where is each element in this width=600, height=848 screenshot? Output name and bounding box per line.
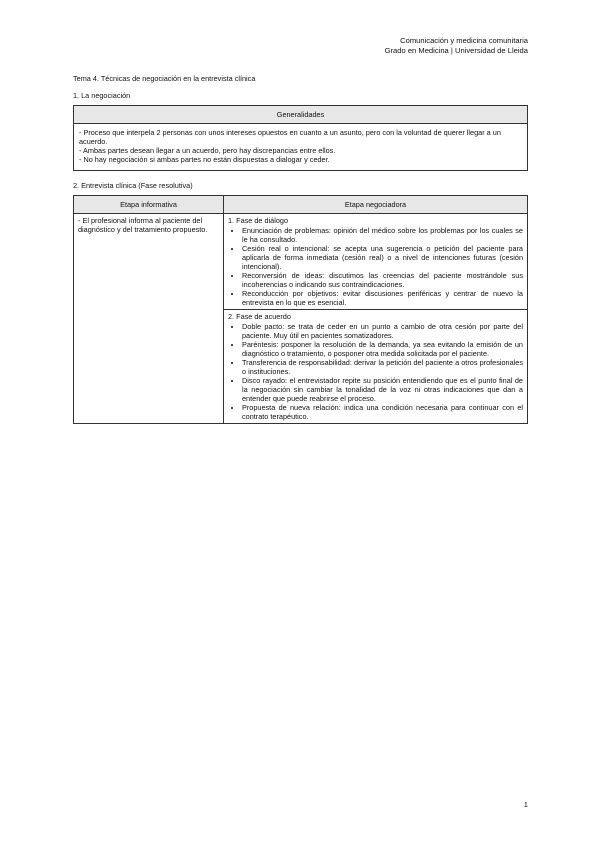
agreement-phase-title: 2. Fase de acuerdo — [228, 312, 291, 321]
agreement-phase-list — [228, 322, 523, 421]
generalities-table — [73, 105, 528, 171]
generalities-header: Generalidades — [74, 106, 528, 124]
informative-stage-header: Etapa informativa — [74, 196, 224, 214]
document-header — [385, 36, 528, 56]
section2-heading: 2. Entrevista clínica (Fase resolutiva) — [73, 181, 193, 190]
header-course: Comunicación y medicina comunitaria — [400, 36, 528, 45]
generalities-item: - Ambas partes desean llegar a un acuerdo, pero hay discrepancias entre ellos. — [79, 146, 336, 155]
informative-text: - El profesional informa al paciente del diagnóstico y del tratamiento propuesto. — [78, 216, 208, 234]
list-item: • Propuesta de nueva relación: indica una condición necesaria para continuar con el contrato terapéutico. — [242, 403, 523, 421]
dialogue-phase-cell — [224, 214, 528, 310]
dialogue-phase-title: 1. Fase de diálogo — [228, 216, 289, 225]
topic-title: Tema 4. Técnicas de negociación en la entrevista clínica — [73, 74, 256, 83]
list-item: • Enunciación de problemas: opinión del médico sobre los problemas por los cuales se le ha consultado. — [242, 226, 523, 244]
agreement-phase-cell — [224, 310, 528, 424]
list-item: • Reconducción por objetivos: evitar discusiones periféricas y centrar de nuevo la entrevista en lo que es esencial. — [242, 289, 523, 307]
list-item: • Cesión real o intencional: se acepta una sugerencia o petición del paciente para aplicarla de forma inmediata (cesión real) o a nivel de intenciones futuras (cesión intencional). — [242, 244, 523, 271]
generalities-cell — [74, 124, 528, 171]
list-item: • Reconversión de ideas: discutimos las creencias del paciente mostrándole sus incoherencias o indicando sus contraindicaciones. — [242, 271, 523, 289]
list-item: • Transferencia de responsabilidad: derivar la petición del paciente a otros profesionales o instituciones. — [242, 358, 523, 376]
informative-stage-cell — [74, 214, 224, 424]
page-number: 1 — [523, 800, 528, 809]
list-item: • Disco rayado: el entrevistador repite su posición entendiendo que es el punto final de la negociación sin cambiar la tonalidad de la voz ni otras indicaciones que dan a entender que puede reabrirse el proceso. — [242, 376, 523, 403]
generalities-item: - Proceso que interpela 2 personas con unos intereses opuestos en cuanto a un asunto, pero con la voluntad de querer llegar a un acuerdo. — [79, 128, 501, 146]
list-item: • Paréntesis: posponer la resolución de la demanda, ya sea evitando la emisión de un diagnóstico o tratamiento, o posponer otra medida solicitada por el paciente. — [242, 340, 523, 358]
generalities-item: - No hay negociación si ambas partes no están dispuestas a dialogar y ceder. — [79, 155, 330, 164]
section1-heading: 1. La negociación — [73, 91, 131, 100]
dialogue-phase-list — [228, 226, 523, 307]
negotiation-stage-header: Etapa negociadora — [224, 196, 528, 214]
list-item: • Doble pacto: se trata de ceder en un punto a cambio de otra cesión por parte del paciente. Muy útil en pacientes somatizadores. — [242, 322, 523, 340]
clinical-interview-table — [73, 195, 528, 424]
header-degree: Grado en Medicina | Universidad de Lleida — [384, 46, 528, 55]
